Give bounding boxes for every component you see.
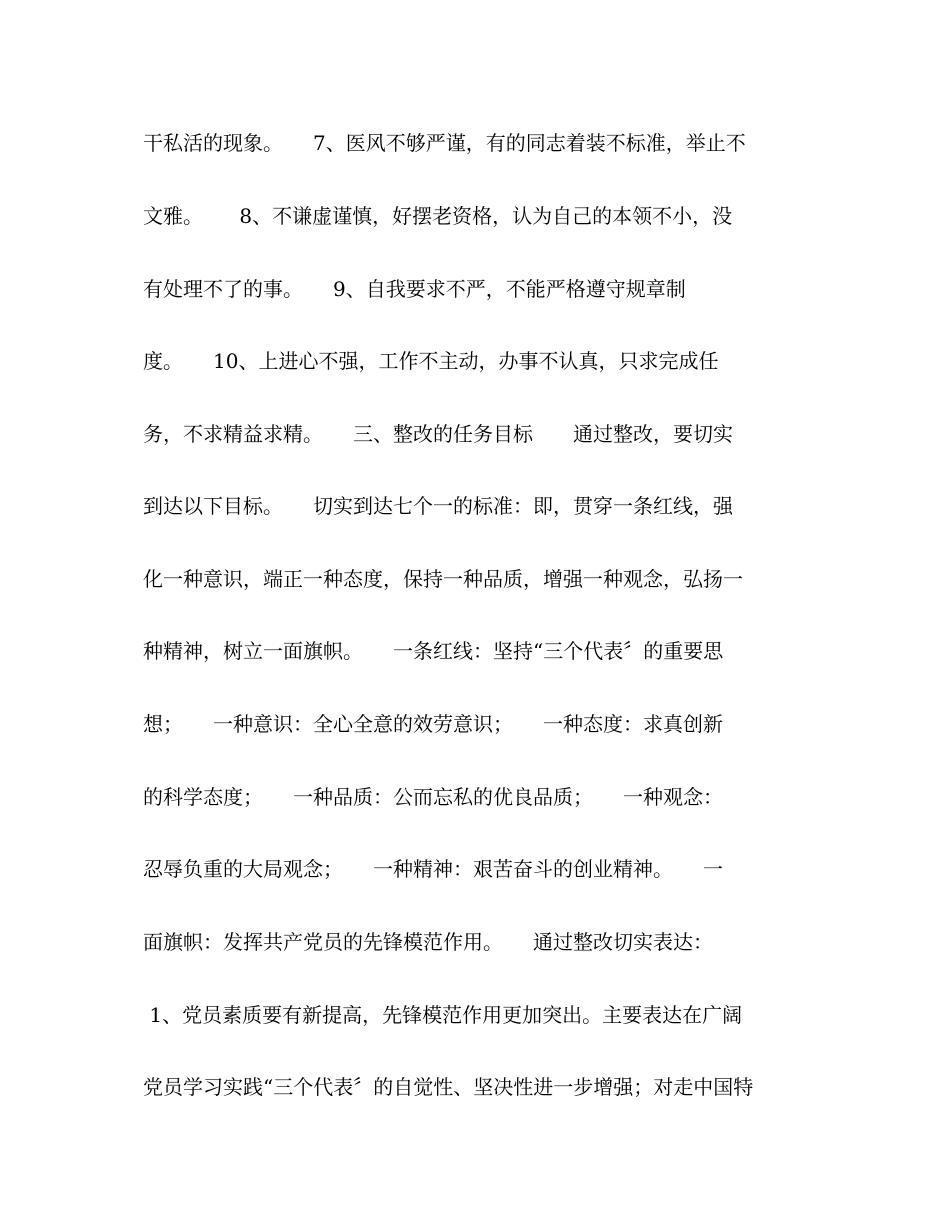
text-line-9: 想； 一种意识：全心全意的效劳意识； 一种态度：求真创新 — [143, 712, 723, 736]
text-line-6: 到达以下目标。 切实到达七个一的标准：即，贯穿一条红线，强 — [143, 494, 733, 518]
text-line-4: 度。 10、上进心不强，工作不主动，办事不认真，只求完成任 — [143, 349, 719, 373]
text-line-1: 干私活的现象。 7、医风不够严谨，有的同志着装不标准，举止不 — [143, 131, 746, 155]
text-line-10: 的科学态度； 一种品质：公而忘私的优良品质； 一种观念： — [143, 785, 723, 809]
text-line-3: 有处理不了的事。 9、自我要求不严，不能严格遵守规章制 — [143, 277, 686, 301]
text-line-7: 化一种意识，端正一种态度，保持一种品质，增强一种观念，弘扬一 — [143, 567, 743, 591]
text-line-5: 务，不求精益求精。 三、整改的任务目标 通过整改，要切实 — [143, 422, 733, 446]
text-line-11: 忍辱负重的大局观念； 一种精神：艰苦奋斗的创业精神。 一 — [143, 857, 723, 881]
text-line-14: 党员学习实践“三个代表〞的自觉性、坚决性进一步增强；对走中国特 — [143, 1075, 754, 1099]
text-line-13: 1、党员素质要有新提高，先锋模范作用更加突出。主要表达在广阔 — [143, 1003, 743, 1027]
text-line-12: 面旗帜：发挥共产党员的先锋模范作用。 通过整改切实表达： — [143, 930, 713, 954]
text-line-8: 种精神，树立一面旗帜。 一条红线：坚持“三个代表〞的重要思 — [143, 639, 724, 663]
text-line-2: 文雅。 8、不谦虚谨慎，好摆老资格，认为自己的本领不小，没 — [143, 204, 733, 228]
